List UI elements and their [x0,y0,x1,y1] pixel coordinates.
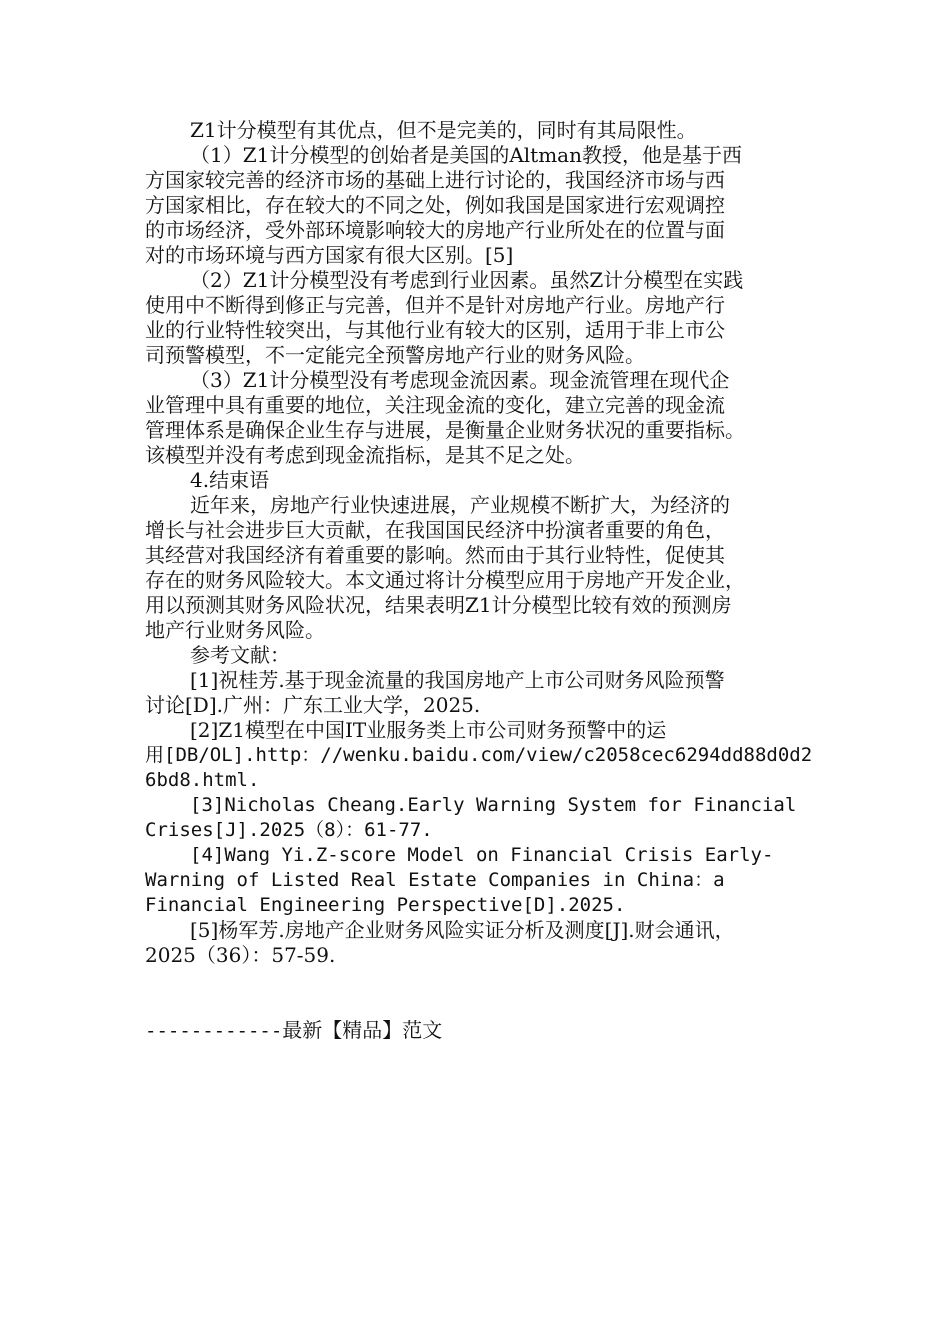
reference-1 [145,668,810,718]
text-line: 2025（36）：57-59. [145,943,336,967]
text-line: Crises[J].2025（8）：61-77. [145,819,433,841]
reference-4 [145,843,810,918]
text-line: 近年来，房地产行业快速进展，产业规模不断扩大，为经济的 [190,493,730,517]
footer-text: 最新【精品】范文 [282,1018,443,1042]
reference-3 [145,793,810,843]
text-line: 用以预测其财务风险状况，结果表明Z1计分模型比较有效的预测房 [145,593,732,617]
heading-line: 4.结束语 [190,468,270,492]
limitation-2-paragraph [145,268,810,368]
limitation-3-paragraph [145,368,810,468]
text-line: Financial Engineering Perspective[D].2025. [145,894,626,916]
heading-line: 参考文献： [190,643,290,667]
text-line: 的市场经济，受外部环境影响较大的房地产行业所处在的位置与面 [145,218,725,242]
text-line: （3）Z1计分模型没有考虑现金流因素。现金流管理在现代企 [190,368,730,392]
text-line: [5]杨军芳.房地产企业财务风险实证分析及测度[J].财会通讯， [190,918,735,942]
footer-dashes: ------------ [145,1020,283,1042]
text-line: 存在的财务风险较大。本文通过将计分模型应用于房地产开发企业， [145,568,745,592]
text-line: 讨论[D].广州：广东工业大学，2025. [145,693,481,717]
text-line: Z1计分模型有其优点，但不是完美的，同时有其局限性。 [190,118,697,142]
text-line: （2）Z1计分模型没有考虑到行业因素。虽然Z计分模型在实践 [190,268,744,292]
limitation-1-paragraph [145,143,810,268]
text-line: 该模型并没有考虑到现金流指标，是其不足之处。 [145,443,585,467]
text-line: 地产行业财务风险。 [145,618,325,642]
text-line: 业管理中具有重要的地位，关注现金流的变化，建立完善的现金流 [145,393,725,417]
text-line: （1）Z1计分模型的创始者是美国的Altman教授，他是基于西 [190,143,742,167]
text-line: 其经营对我国经济有着重要的影响。然而由于其行业特性，促使其 [145,543,725,567]
reference-2 [145,718,813,793]
reference-5 [145,918,810,968]
text-line: [2]Z1模型在中国IT业服务类上市公司财务预警中的运 [190,718,667,742]
text-line: 增长与社会进步巨大贡献，在我国国民经济中扮演者重要的角色， [145,518,725,542]
text-line: 业的行业特性较突出，与其他行业有较大的区别，适用于非上市公 [145,318,725,342]
text-line: [1]祝桂芳.基于现金流量的我国房地产上市公司财务风险预警 [190,668,725,692]
text-line: 管理体系是确保企业生存与进展，是衡量企业财务状况的重要指标。 [145,418,745,442]
page-footer [145,1018,442,1044]
document-body [145,118,813,968]
conclusion-paragraph [145,493,810,643]
section-heading [145,468,810,493]
intro-paragraph [145,118,810,143]
text-line: 方国家相比，存在较大的不同之处，例如我国是国家进行宏观调控 [145,193,725,217]
text-line: [3]Nicholas Cheang.Early Warning System for Financial [190,794,797,816]
references-heading [145,643,810,668]
text-line: 使用中不断得到修正与完善，但并不是针对房地产行业。房地产行 [145,293,725,317]
text-line: 司预警模型，不一定能完全预警房地产行业的财务风险。 [145,343,645,367]
text-line: Warning of Listed Real Estate Companies in China：a [145,869,725,891]
text-line: 对的市场环境与西方国家有很大区别。[5] [145,243,514,267]
text-line: [4]Wang Yi.Z-score Model on Financial Crisis Early- [190,844,774,866]
text-line: 用[DB/OL].http：//wenku.baidu.com/view/c2058cec6294dd88d0d2 [145,744,813,766]
text-line: 方国家较完善的经济市场的基础上进行讨论的，我国经济市场与西 [145,168,725,192]
text-line: 6bd8.html. [145,769,260,791]
